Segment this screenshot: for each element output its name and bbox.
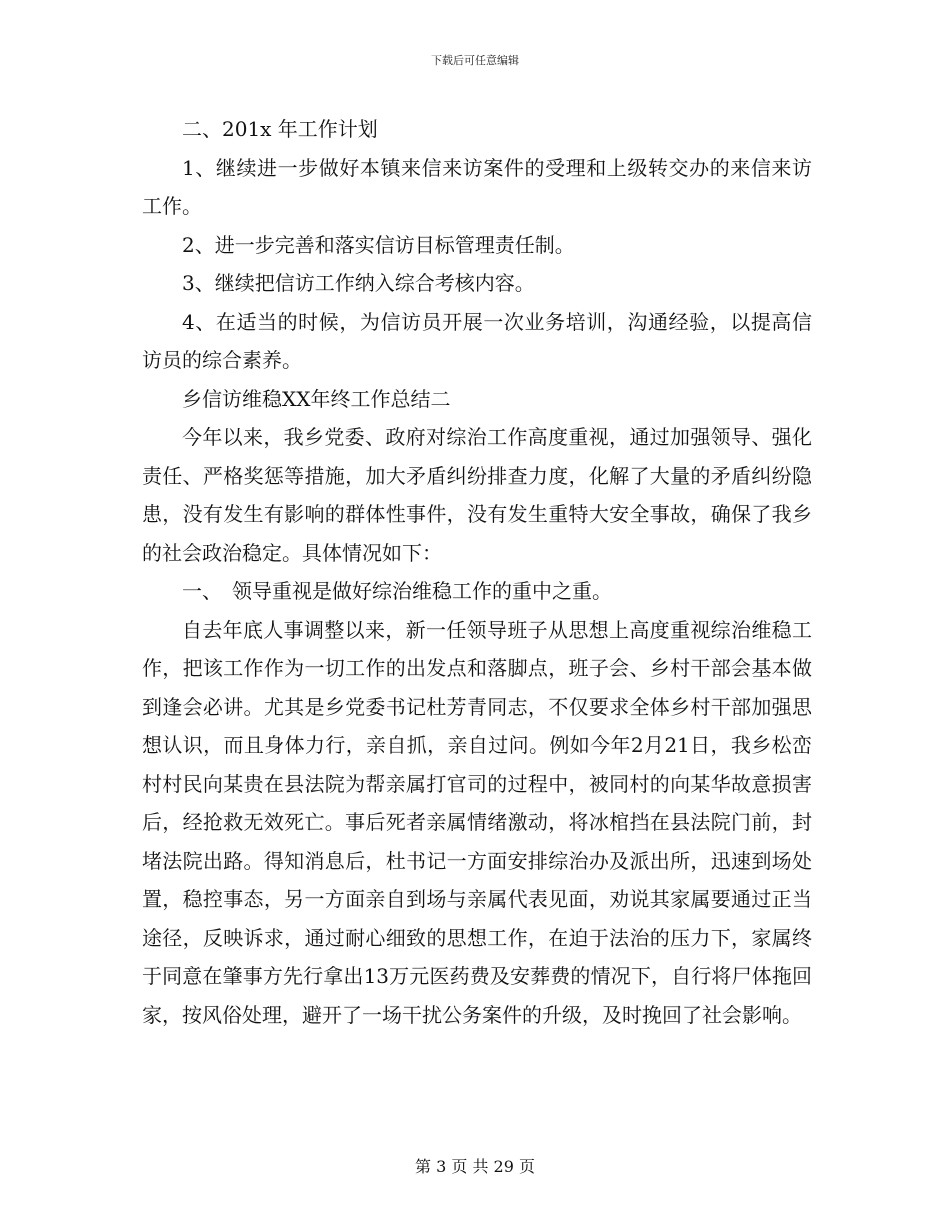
- page-footer: 第 3 页 共 29 页: [415, 1157, 535, 1176]
- plan-item-4: 4、在适当的时候，为信访员开展一次业务培训，沟通经验，以提高信访员的综合素养。: [142, 309, 812, 372]
- plan-item-3: 3、继续把信访工作纳入综合考核内容。: [182, 271, 535, 295]
- plan-item-1: 1、继续进一步做好本镇来信来访案件的受理和上级转交办的来信来访工作。: [142, 155, 812, 218]
- page-header: 下载后可任意编辑: [431, 54, 519, 67]
- plan-item-2: 2、进一步完善和落实信访目标管理责任制。: [182, 232, 575, 257]
- document-body: [142, 110, 812, 1034]
- section-heading-plan: 二、201x 年工作计划: [182, 117, 378, 141]
- summary-title: 乡信访维稳XX年终工作总结二: [182, 386, 451, 411]
- summary-intro-paragraph: 今年以来，我乡党委、政府对综治工作高度重视，通过加强领导、强化责任、严格奖惩等措施，加大矛盾纠纷排查力度，化解了大量的矛盾纠纷隐患，没有发生有影响的群体性事件，没有发生重特大安全事故，确保了我乡的社会政治稳定。具体情况如下：: [142, 425, 812, 565]
- section-heading-leadership: 一、 领导重视是做好综治维稳工作的重中之重。: [182, 579, 612, 603]
- leadership-paragraph: 自去年底人事调整以来，新一任领导班子从思想上高度重视综治维稳工作，把该工作作为一切工作的出发点和落脚点，班子会、乡村干部会基本做到逢会必讲。尤其是乡党委书记杜芳青同志，不仅要求全体乡村干部加强思想认识，而且身体力行，亲自抓，亲自过问。例如今年2月21日，我乡松峦村村民向某贵在县法院为帮亲属打官司的过程中，被同村的向某华故意损害后，经抢救无效死亡。事后死者亲属情绪激动，将冰棺挡在县法院门前，封堵法院出路。得知消息后，杜书记一方面安排综治办及派出所，迅速到场处置，稳控事态，另一方面亲自到场与亲属代表见面，劝说其家属要通过正当途径，反映诉求，通过耐心细致的思想工作，在迫于法治的压力下，家属终于同意在肇事方先行拿出13万元医药费及安葬费的情况下，自行将尸体拖回家，按风俗处理，避开了一场干扰公务案件的升级，及时挽回了社会影响。: [142, 617, 812, 1027]
